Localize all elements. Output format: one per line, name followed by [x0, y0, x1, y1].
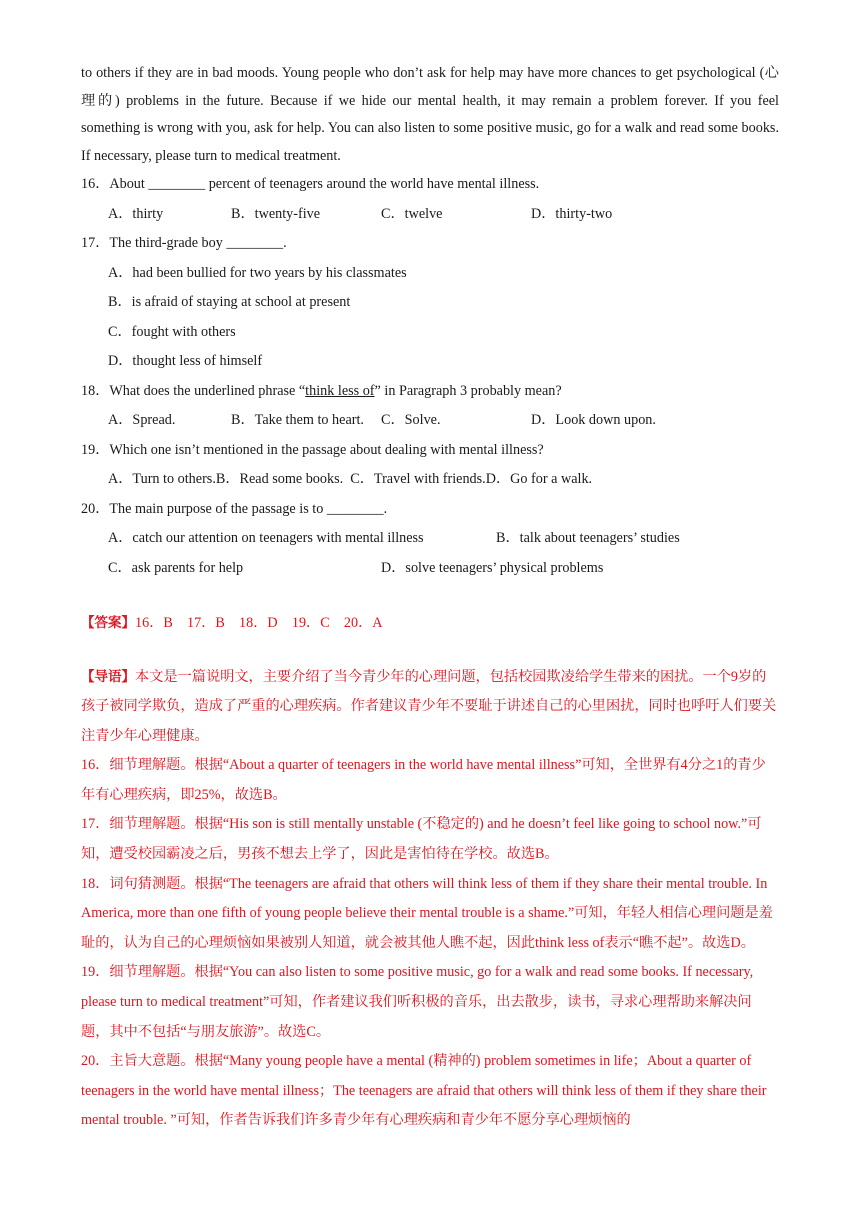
option-c: C．Travel with friends. [350, 471, 486, 487]
explanation-19: 19．细节理解题。根据“You can also listen to some positive music, go for a walk and read some books. If necessary, please turn to medical treatment”可知，作者建议我们听积极的音乐，出去散步，读书，寻求心理帮助来解决问题，其中不包括“与朋友旅游”。故选C。 [81, 964, 754, 1040]
option-d: D．thought less of himself [108, 353, 263, 369]
answer-label: 【答案】 [81, 615, 135, 631]
question-stem: 17．The third-grade boy ________. [81, 235, 287, 251]
option-d: D．Look down upon. [531, 412, 656, 428]
option-c: C．twelve [381, 205, 443, 222]
answer-text: 16．B 17．B 18．D 19．C 20．A [135, 615, 383, 631]
stem-suffix: ” in Paragraph 3 probably mean? [374, 382, 562, 399]
question-17 [81, 229, 779, 377]
passage-paragraph: to others if they are in bad moods. Young people who don’t ask for help may have more chances to get psychological (心理的) problems in the future. Because if we hide our mental health, it may remain a problem forever. If you feel something is wrong with you, ask for help. You can also listen to some positive music, go for a walk and read some books. If necessary, please turn to medical treatment. [81, 65, 779, 164]
option-d: D．thirty-two [531, 205, 613, 222]
explanation-20: 20．主旨大意题。根据“Many young people have a mental (精神的) problem sometimes in life；About a quarter of teenagers in the world have mental illness；The teenagers are afraid that others will think less of them if they share their mental trouble. ”可知，作者告诉我们许多青少年有心理疾病和青少年不愿分享心理烦恼的 [81, 1053, 767, 1129]
underlined-phrase: think less of [305, 382, 375, 399]
option-a: A．Turn to others. [108, 471, 216, 487]
option-c: C．Solve. [381, 412, 441, 428]
guide-intro [81, 663, 779, 752]
options-row [81, 524, 779, 554]
question-19 [81, 436, 779, 495]
question-stem: 16．About ________ percent of teenagers around the world have mental illness. [81, 176, 540, 192]
options-row [81, 554, 779, 584]
option-a: A．Spread. [108, 412, 176, 428]
option-a: A．had been bullied for two years by his classmates [108, 264, 407, 281]
explanation-17: 17．细节理解题。根据“His son is still mentally unstable (不稳定的) and he doesn’t feel like going to school now.”可知，遭受校园霸凌之后，男孩不想去上学了，因此是害怕待在学校。故选B。 [81, 816, 762, 863]
option-b: B．twenty-five [231, 205, 321, 222]
option-c: C．ask parents for help [108, 559, 244, 576]
stem-prefix: 18．What does the underlined phrase “ [81, 382, 306, 399]
option-a: A．catch our attention on teenagers with mental illness [108, 530, 424, 546]
question-stem [81, 377, 779, 407]
options-row [81, 465, 779, 495]
explanation-18: 18．词句猜测题。根据“The teenagers are afraid that others will think less of them if they share their mental trouble. In America, more than one fifth of young people believe their mental trouble is a shame.”可知，年轻人相信心理问题是羞耻的，认为自己的心理烦恼如果被别人知道，就会被其他人瞧不起，因此think less of表示“瞧不起”。故选D。 [81, 875, 773, 951]
option-d: D．Go for a walk. [485, 471, 593, 487]
question-stem: 19．Which one isn’t mentioned in the passage about dealing with mental illness? [81, 441, 544, 458]
explanation-16: 16．细节理解题。根据“About a quarter of teenagers in the world have mental illness”可知，全世界有4分之1的青少年有心理疾病，即25%，故选B。 [81, 757, 766, 803]
options-row [81, 406, 779, 436]
question-20 [81, 495, 779, 584]
option-a: A．thirty [108, 205, 164, 222]
guide-intro-text: 本文是一篇说明文，主要介绍了当今青少年的心理问题，包括校园欺凌给学生带来的困扰。一个9岁的孩子被同学欺负，造成了严重的心理疾病。作者建议青少年不要耻于讲述自己的心里困扰，同时也呼吁人们要关注青少年心理健康。 [81, 668, 777, 744]
option-b: B．is afraid of staying at school at present [108, 294, 351, 310]
option-c: C．fought with others [108, 323, 236, 340]
option-b: B．Take them to heart. [231, 412, 364, 428]
options-row [81, 200, 779, 230]
answer-line [81, 609, 779, 639]
guide-label: 【导语】 [81, 668, 135, 685]
question-16 [81, 170, 779, 229]
question-stem: 20．The main purpose of the passage is to ________. [81, 500, 388, 517]
option-b: B．talk about teenagers’ studies [496, 530, 680, 546]
document-page [81, 60, 779, 1136]
guide-section [81, 663, 779, 1137]
question-18 [81, 377, 779, 436]
option-d: D．solve teenagers’ physical problems [381, 559, 604, 576]
option-b: B．Read some books. [215, 471, 344, 487]
